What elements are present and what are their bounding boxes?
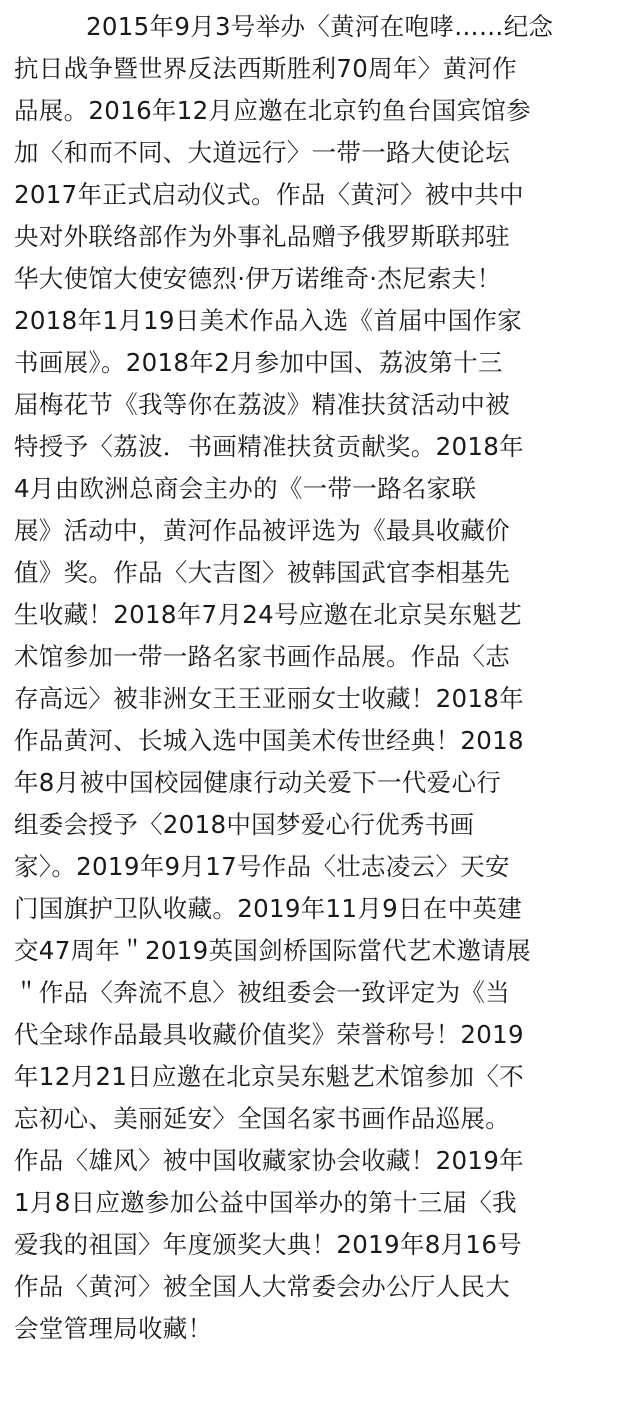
article-line-18: 作品黄河、长城入选中国美术传世经典！2018 — [14, 726, 524, 755]
article-line-02: 抗日战争暨世界反法西斯胜利70周年〉黄河作 — [14, 54, 517, 83]
article-line-27: 忘初心、美丽延安〉全国名家书画作品巡展。 — [14, 1104, 510, 1133]
article-line-11: 特授予〈荔波．书画精准扶贫贡献奖。2018年 — [14, 432, 524, 461]
article-line-14: 值》奖。作品〈大吉图〉被韩国武官李相基先 — [14, 558, 510, 587]
article-line-07: 华大使馆大使安德烈·伊万诺维奇·杰尼索夫！ — [14, 264, 502, 293]
article-line-25: 代全球作品最具收藏价值奖》荣誉称号！2019 — [14, 1020, 524, 1049]
article-body — [14, 6, 630, 1350]
article-line-24: ＂作品〈奔流不息〉被组委会一致评定为《当 — [14, 978, 510, 1007]
article-line-01: 2015年9月3号举办〈黄河在咆哮……纪念 — [86, 12, 554, 41]
article-line-15: 生收藏！2018年7月24号应邀在北京吴东魁艺 — [14, 600, 523, 629]
article-line-20: 组委会授予〈2018中国梦爱心行优秀书画 — [14, 810, 475, 839]
article-line-17: 存高远〉被非洲女王王亚丽女士收藏！2018年 — [14, 684, 524, 713]
article-line-13: 展》活动中，黄河作品被评选为《最具收藏价 — [14, 516, 510, 545]
article-line-06: 央对外联络部作为外事礼品赠予俄罗斯联邦驻 — [14, 222, 510, 251]
article-line-05: 2017年正式启动仪式。作品〈黄河〉被中共中 — [14, 180, 524, 209]
article-line-21: 家〉。2019年9月17号作品〈壮志凌云〉天安 — [14, 852, 510, 881]
article-line-26: 年12月21日应邀在北京吴东魁艺术馆参加〈不 — [14, 1062, 524, 1091]
article-line-30: 爱我的祖国〉年度颁奖大典！2019年8月16号 — [14, 1230, 523, 1259]
article-line-19: 年8月被中国校园健康行动关爱下一代爱心行 — [14, 768, 502, 797]
article-line-09: 书画展》。2018年2月参加中国、荔波第十三 — [14, 348, 503, 377]
article-line-03: 品展。2016年12月应邀在北京钓鱼台国宾馆参 — [14, 96, 531, 125]
article-line-04: 加〈和而不同、大道远行〉一带一路大使论坛 — [14, 138, 510, 167]
article-line-22: 门国旗护卫队收藏。2019年11月9日在中英建 — [14, 894, 523, 923]
article-line-16: 术馆参加一带一路名家书画作品展。作品〈志 — [14, 642, 510, 671]
article-line-32: 会堂管理局收藏！ — [14, 1314, 213, 1343]
article-line-08: 2018年1月19日美术作品入选《首届中国作家 — [14, 306, 523, 335]
article-line-10: 届梅花节《我等你在荔波》精准扶贫活动中被 — [14, 390, 510, 419]
article-line-28: 作品〈雄风〉被中国收藏家协会收藏！2019年 — [14, 1146, 524, 1175]
article-line-12: 4月由欧洲总商会主办的《一带一路名家联 — [14, 474, 477, 503]
article-line-29: 1月8日应邀参加公益中国举办的第十三届〈我 — [14, 1188, 517, 1217]
article-line-31: 作品〈黄河〉被全国人大常委会办公厅人民大 — [14, 1272, 510, 1301]
article-line-23: 交47周年＂2019英国剑桥国际當代艺术邀请展 — [14, 936, 531, 965]
